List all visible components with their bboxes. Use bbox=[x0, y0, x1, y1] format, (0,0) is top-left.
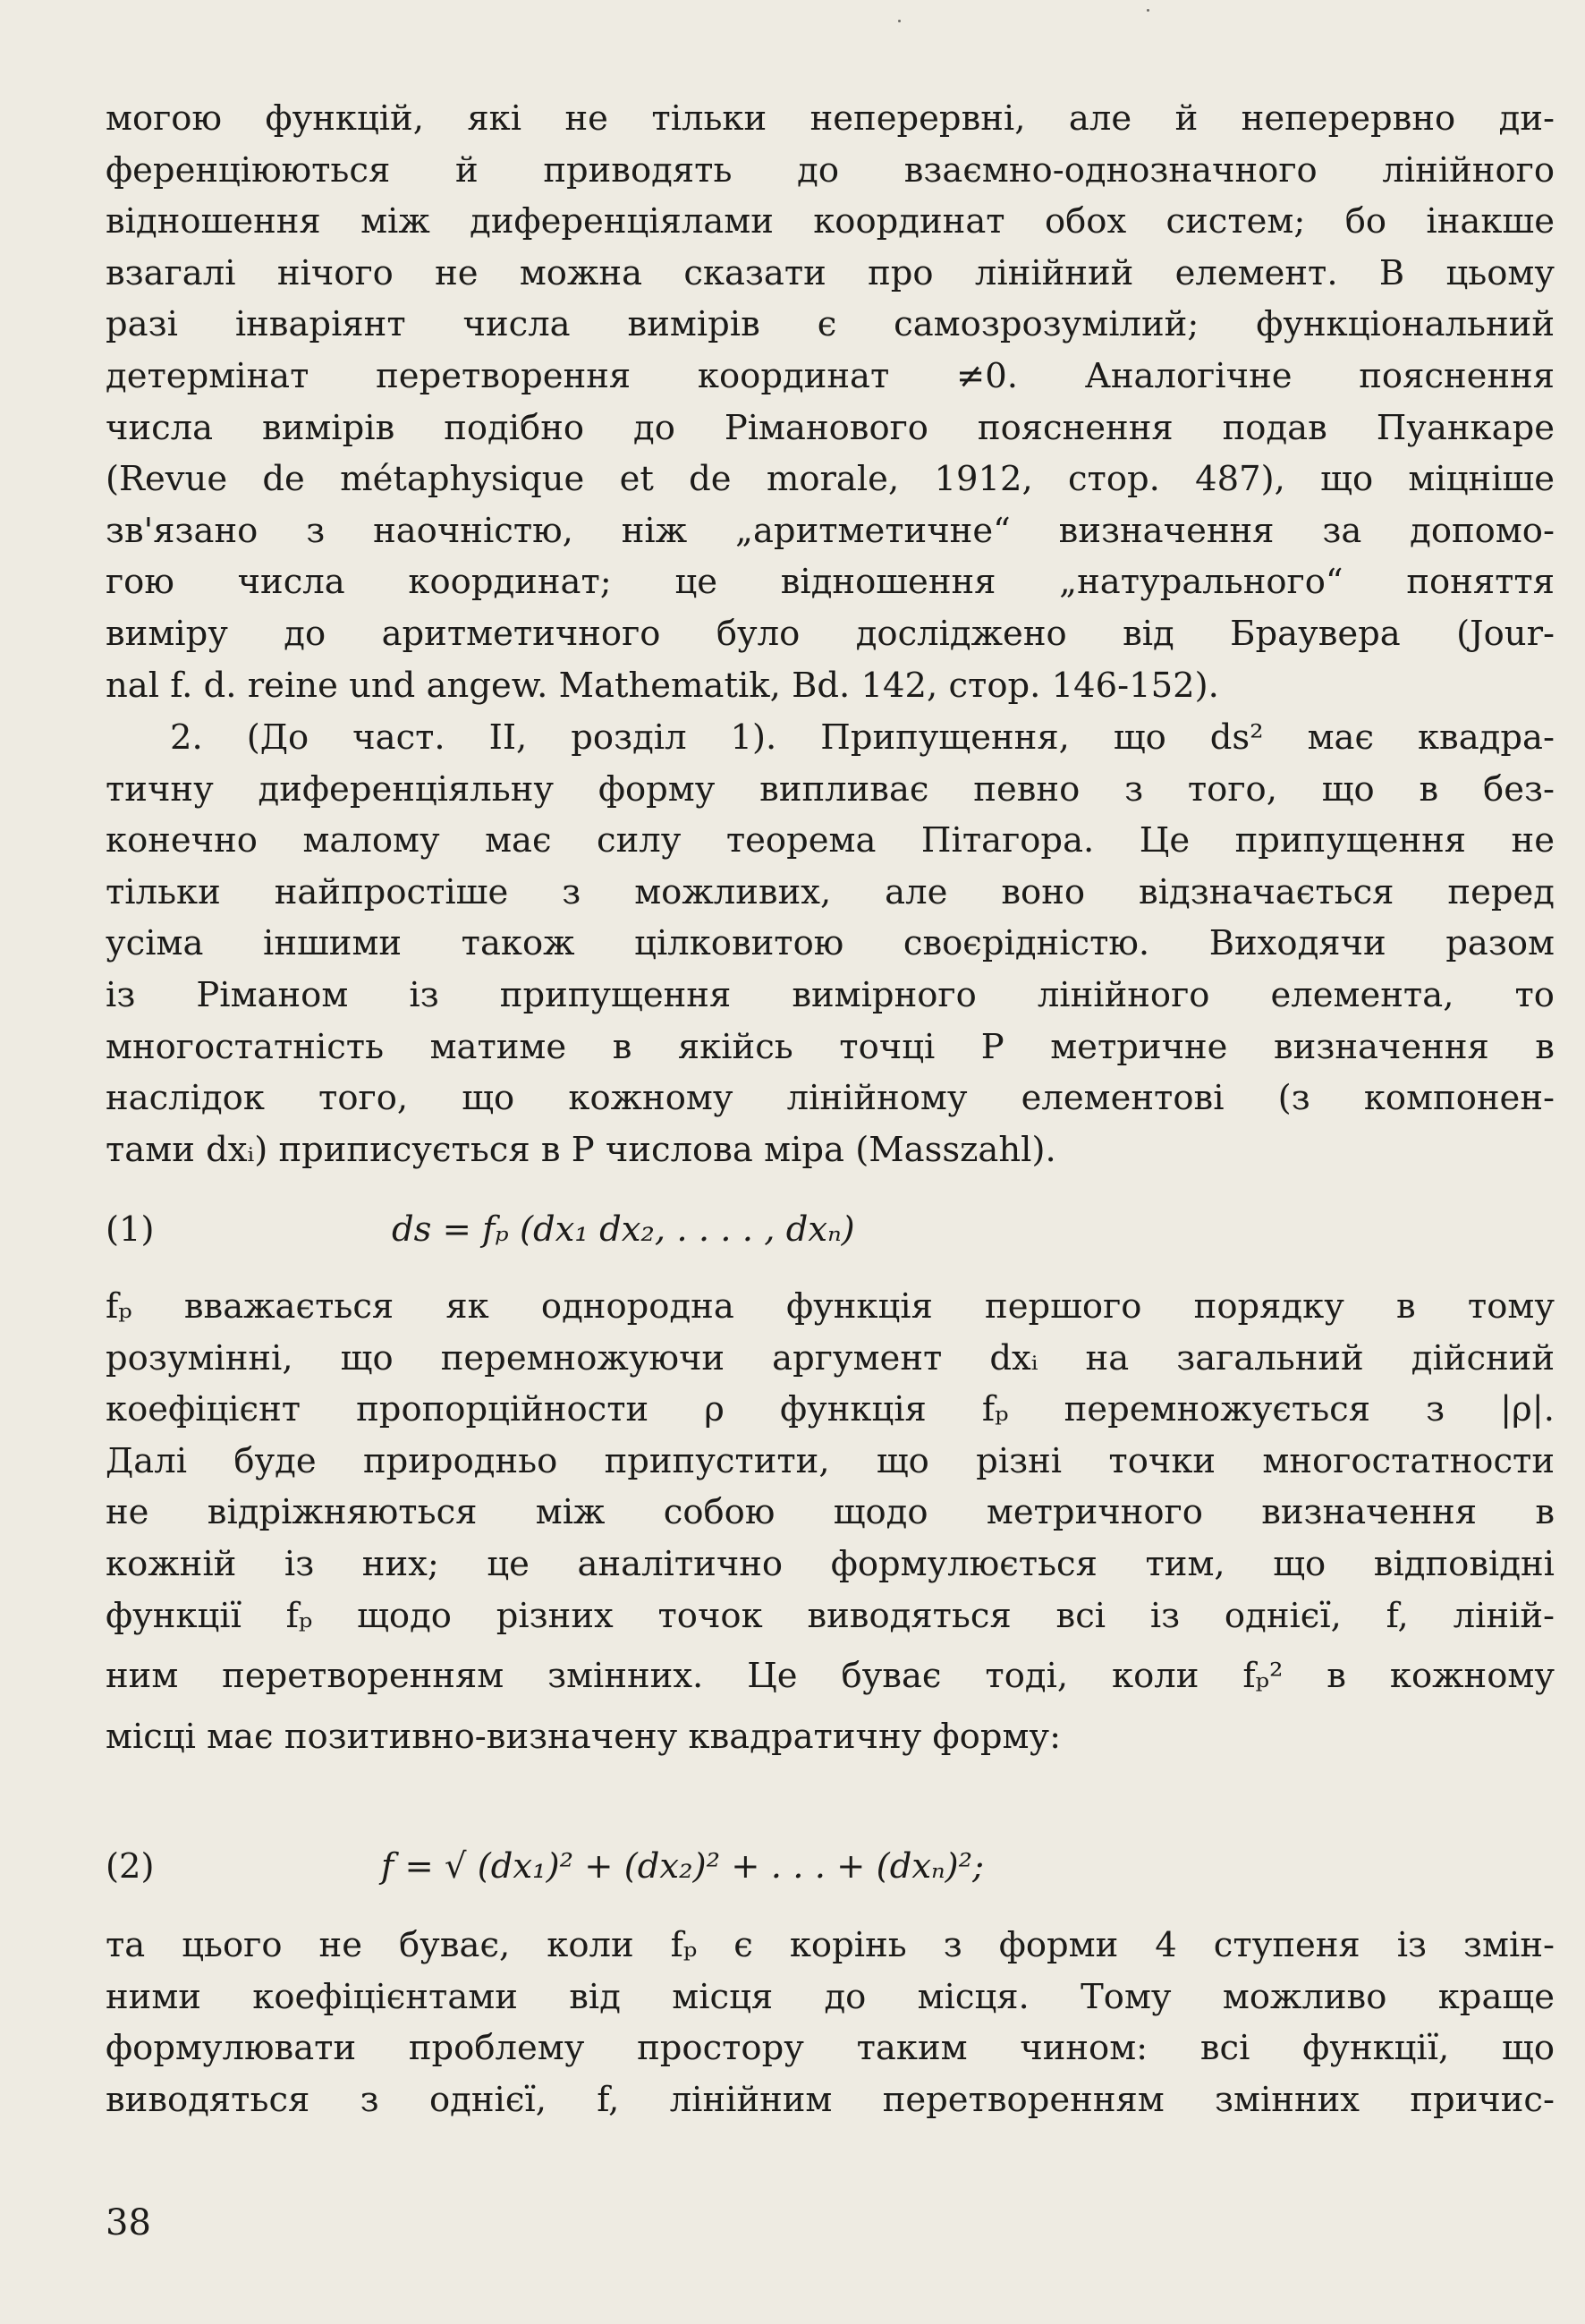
paragraph-note-2 bbox=[106, 712, 1555, 1175]
text-line: конечно малому має силу теорема Пітагора. Це припущення не bbox=[106, 820, 1555, 861]
text-line: ференціюються й приводять до взаємно-однозначного лінійного bbox=[106, 149, 1555, 191]
text-line: Далі буде природньо припустити, що різні точки многостатности bbox=[106, 1440, 1555, 1481]
text-line: формулювати проблему простору таким чином: всі функції, що bbox=[106, 2028, 1555, 2069]
paper-speck bbox=[1147, 9, 1149, 12]
text-line: тами dxᵢ) приписується в P числова міра (Masszahl). bbox=[106, 1129, 1056, 1170]
text-line: виводяться з однієї, f, лінійним перетворенням змінних причис- bbox=[106, 2079, 1555, 2120]
text-line: відношення між диференціялами координат обох систем; бо інакше bbox=[106, 201, 1555, 242]
text-line: наслідок того, що кожному лінійному елементові (з компонен- bbox=[106, 1078, 1555, 1119]
text-line: розумінні, що перемножуючи аргумент dxᵢ на загальний дійсний bbox=[106, 1337, 1555, 1378]
text-line: могою функцій, які не тільки неперервні, але й неперервно ди- bbox=[106, 98, 1555, 139]
text-line: та цього не буває, коли fₚ є корінь з форми 4 ступеня із змін- bbox=[106, 1925, 1555, 1965]
text-line: числа вимірів подібно до Ріманового пояснення подав Пуанкаре bbox=[106, 407, 1555, 448]
text-line: із Ріманом із припущення вимірного лінійного елемента, то bbox=[106, 974, 1555, 1015]
text-line: зв'язано з наочністю, ніж „аритметичне“ визначення за допомо- bbox=[106, 510, 1555, 551]
text-line: тільки найпростіше з можливих, але воно відзначається перед bbox=[106, 871, 1555, 912]
text-line: взагалі нічого не можна сказати про лінійний елемент. В цьому bbox=[106, 252, 1555, 293]
text-line: разі інваріянт числа вимірів є самозрозумілий; функціональний bbox=[106, 304, 1555, 345]
text-line: функції fₚ щодо різних точок виводяться всі із однієї, f, ліній- bbox=[106, 1595, 1555, 1636]
text-line: кожній із них; це аналітично формулюється тим, що відповідні bbox=[106, 1543, 1555, 1584]
text-line: ним перетворенням змінних. Це буває тоді, коли fₚ² в кожному bbox=[106, 1656, 1555, 1697]
text-line: многостатність матиме в якійсь точці P метричне визначення в bbox=[106, 1026, 1555, 1067]
page-number: 38 bbox=[106, 2202, 151, 2243]
text-line: ними коефіцієнтами від місця до місця. Тому можливо краще bbox=[106, 1976, 1555, 2017]
paragraph-continuation bbox=[106, 93, 1555, 711]
formula-expression: ds = fₚ (dx₁ dx₂, . . . . , dxₙ) bbox=[392, 1209, 855, 1250]
text-line: гою числа координат; це відношення „натурального“ поняття bbox=[106, 562, 1555, 603]
text-line: детермінат перетворення координат ≠0. Аналогічне пояснення bbox=[106, 355, 1555, 396]
text-line: nal f. d. reine und angew. Mathematik, Bd. 142, стор. 146-152). bbox=[106, 665, 1219, 706]
formula-expression: f = √ (dx₁)² + (dx₂)² + . . . + (dxₙ)²; bbox=[381, 1846, 985, 1887]
formula-number: (2) bbox=[106, 1846, 155, 1887]
text-line: (Revue de métaphysique et de morale, 1912, стор. 487), що міцніше bbox=[106, 459, 1555, 500]
text-line: місці має позитивно-визначену квадратичну форму: bbox=[106, 1716, 1062, 1757]
formula-number: (1) bbox=[106, 1209, 155, 1250]
text-line: fₚ вважається як однородна функція першого порядку в тому bbox=[106, 1286, 1555, 1327]
paragraph-continuation-end bbox=[106, 1920, 1555, 2125]
text-line: коефіцієнт пропорційности ρ функція fₚ перемножується з |ρ|. bbox=[106, 1389, 1555, 1430]
paragraph-homogeneous-function bbox=[106, 1281, 1555, 1762]
text-line: не відріжняються між собою щодо метричного визначення в bbox=[106, 1492, 1555, 1533]
text-line: виміру до аритметичного було досліджено від Браувера (Jour- bbox=[106, 613, 1555, 654]
text-line: тичну диференціяльну форму випливає певно з того, що в без- bbox=[106, 768, 1555, 810]
text-line: 2. (До част. II, розділ 1). Припущення, що ds² має квадра- bbox=[170, 717, 1555, 758]
paper-speck bbox=[898, 20, 901, 22]
text-line: усіма іншими також цілковитою своєрідністю. Виходячи разом bbox=[106, 923, 1555, 964]
